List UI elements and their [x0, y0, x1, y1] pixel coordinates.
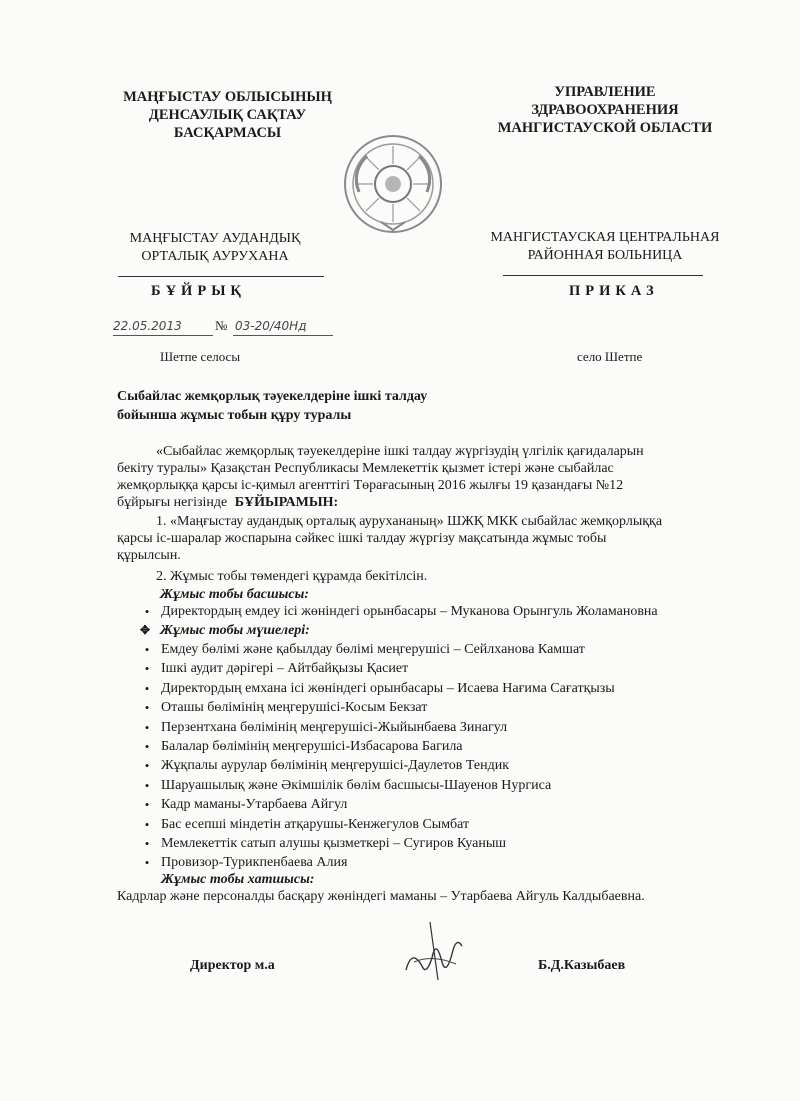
- secretary-text: Кадрлар және персоналды басқару жөніндегі маманы – Утарбаева Айгуль Калдыбаевна.: [117, 889, 645, 904]
- member-text: Кадр маманы-Утарбаева Айгул: [161, 797, 348, 813]
- header-right-sub-line-1: МАНГИСТАУСКАЯ ЦЕНТРАЛЬНАЯ: [490, 230, 720, 245]
- member-text: Шаруашылық және Әкімшілік бөлім басшысы-Шауенов Нургиса: [161, 777, 552, 793]
- order-item-1: [117, 513, 727, 564]
- list-item: [140, 795, 615, 814]
- list-item: [140, 659, 615, 678]
- order-number-prefix: №: [215, 318, 228, 333]
- subject-line-2: бойынша жұмыс тобын құру туралы: [117, 408, 352, 423]
- subject-line-1: Сыбайлас жемқорлық тәуекелдеріне ішкі талдау: [117, 389, 428, 404]
- members-label: Жұмыс тобы мүшелері:: [160, 623, 310, 638]
- bullet-icon: •: [144, 642, 150, 657]
- secretary-label: Жұмыс тобы хатшысы:: [161, 872, 315, 887]
- member-text: Мемлекеттік сатып алушы қызметкері – Сугиров Куаныш: [161, 835, 507, 851]
- item1-line-1: 1. «Маңғыстау аудандық орталық аурухананың» ШЖҚ МКК сыбайлас жемқорлыққа: [156, 514, 663, 529]
- divider-left: [118, 276, 324, 277]
- bullet-icon: •: [144, 777, 150, 793]
- header-left-line-1: МАҢҒЫСТАУ ОБЛЫСЫНЫҢ: [123, 89, 332, 105]
- preamble-line-3: жемқорлыққа қарсы іс-қимыл агенттігі Төрағасының 2016 жылғы 19 қазандағы №12: [117, 478, 624, 493]
- bullet-icon: •: [144, 700, 150, 716]
- place-ru: село Шетпе: [577, 349, 643, 364]
- header-right-sub: [480, 229, 730, 265]
- head-label: Жұмыс тобы басшысы:: [160, 587, 309, 602]
- member-text: Перзентхана бөлімінің меңгерушісі-Жыйынбаева Зинагул: [161, 719, 508, 735]
- header-left-sub-line-2: ОРТАЛЫҚ АУРУХАНА: [141, 249, 289, 264]
- members-list: [140, 640, 615, 873]
- list-item: [140, 718, 615, 737]
- bullet-icon: •: [144, 680, 150, 696]
- header-right-line-3: МАНГИСТАУСКОЙ ОБЛАСТИ: [497, 120, 713, 136]
- header-left-line-3: БАСҚАРМАСЫ: [173, 125, 282, 141]
- members-label-row: [140, 621, 310, 640]
- decree-word: БҰЙЫРАМЫН:: [234, 495, 339, 510]
- head-member-list: [140, 602, 658, 621]
- diamond-bullet-icon: ✥: [140, 623, 151, 637]
- list-item: [140, 698, 615, 717]
- number-underline: [233, 335, 333, 336]
- list-item: [140, 834, 615, 853]
- header-right-line-2: ЗДРАВООХРАНЕНИЯ: [531, 102, 679, 118]
- bullet-icon: •: [144, 797, 150, 813]
- list-item: [140, 737, 615, 756]
- state-emblem-icon: [341, 132, 445, 236]
- item1-line-2: қарсы іс-шаралар жоспарына сәйкес ішкі талдау жүргізу мақсатында жұмыс тобы: [117, 531, 607, 546]
- preamble-line-4: [117, 494, 717, 511]
- bullet-icon: •: [144, 738, 150, 754]
- order-date: 22.05.2013: [113, 319, 182, 333]
- preamble-line-2: бекіту туралы» Қазақстан Республикасы Мемлекеттік қызмет істері және сыбайлас: [117, 461, 614, 476]
- signature-name: Б.Д.Казыбаев: [538, 958, 626, 973]
- header-left-title: [100, 88, 355, 142]
- header-right-sub-line-2: РАЙОННАЯ БОЛЬНИЦА: [527, 248, 683, 263]
- order-title-kz: БҰЙРЫҚ: [151, 283, 246, 299]
- list-item: [140, 815, 615, 834]
- list-item: [140, 640, 615, 659]
- member-text: Оташы бөлімінің меңгерушісі-Косым Бекзат: [161, 700, 428, 716]
- list-item: [140, 756, 615, 775]
- handwritten-signature: [392, 918, 472, 988]
- order-title-ru: ПРИКАЗ: [569, 283, 659, 299]
- member-text: Директордың емхана ісі жөніндегі орынбасары – Исаева Нағима Сағатқызы: [161, 680, 615, 696]
- signature-position: Директор м.а: [190, 958, 275, 973]
- order-number: 03-20/40Нд: [235, 319, 307, 333]
- order-subject: [117, 387, 537, 425]
- list-item: [140, 679, 615, 698]
- bullet-icon: •: [144, 758, 150, 774]
- member-text: Бас есепші міндетін атқарушы-Кенжегулов Сымбат: [161, 816, 470, 832]
- member-text: Балалар бөлімінің меңгерушісі-Избасарова Багила: [161, 738, 463, 754]
- date-underline: [113, 335, 213, 336]
- member-text: Ішкі аудит дәрігері – Айтбайқызы Қасиет: [161, 661, 409, 677]
- preamble-basis: бұйрығы негізінде: [117, 495, 228, 510]
- member-text: Жұқпалы аурулар бөлімінің меңгерушісі-Даулетов Тендик: [161, 758, 510, 774]
- header-left-sub-line-1: МАҢҒЫСТАУ АУДАНДЫҚ: [129, 231, 301, 246]
- bullet-icon: •: [144, 604, 150, 619]
- member-text: Провизор-Турикпенбаева Алия: [161, 855, 348, 871]
- member-text: Емдеу бөлімі және қабылдау бөлімі меңгерушісі – Сейлханова Камшат: [161, 642, 585, 657]
- list-item: [140, 853, 615, 872]
- bullet-icon: •: [144, 855, 150, 871]
- preamble: [117, 443, 717, 511]
- header-left-sub: [105, 230, 325, 266]
- bullet-icon: •: [144, 816, 150, 832]
- header-right-title: [470, 83, 740, 137]
- bullet-icon: •: [144, 719, 150, 735]
- bullet-icon: •: [144, 835, 150, 851]
- place-kz: Шетпе селосы: [160, 349, 241, 364]
- bullet-icon: •: [144, 661, 150, 677]
- head-member-text: Директордың емдеу ісі жөніндегі орынбасары – Муканова Орынгуль Жоламановна: [161, 604, 658, 619]
- preamble-line-1: «Сыбайлас жемқорлық тәуекелдеріне ішкі талдау жүргізудің үлгілік қағидаларын: [156, 444, 644, 459]
- order-item-2: 2. Жұмыс тобы төмендегі құрамда бекітілсін.: [156, 569, 428, 584]
- list-item: [140, 602, 658, 621]
- list-item: [140, 776, 615, 795]
- item1-line-3: құрылсын.: [117, 548, 181, 563]
- header-left-line-2: ДЕНСАУЛЫҚ САҚТАУ: [148, 107, 307, 123]
- divider-right: [503, 275, 703, 276]
- header-right-line-1: УПРАВЛЕНИЕ: [554, 84, 656, 100]
